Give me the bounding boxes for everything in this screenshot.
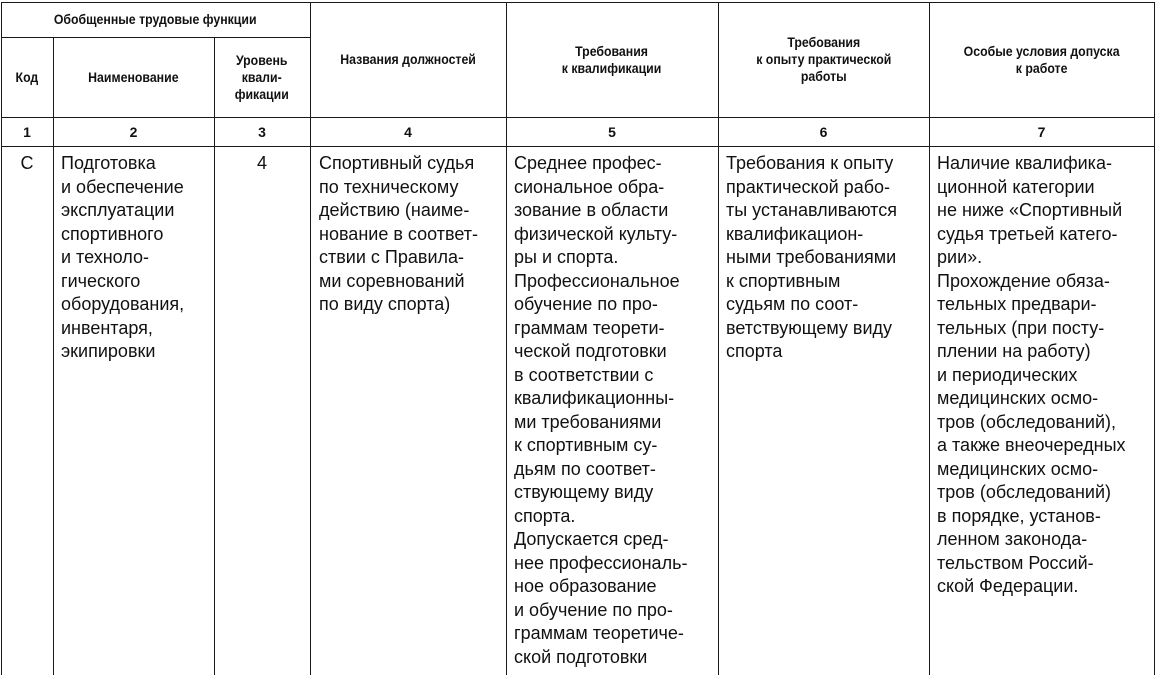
header-experience-requirements (718, 2, 929, 117)
column-number-1: 1 (23, 123, 31, 140)
group-header-label: Обобщенные трудовые функции (54, 11, 257, 27)
text-line: тров (обследований), (937, 411, 1116, 432)
group-header-generalized-functions (1, 2, 310, 37)
text-line: ствующему виду (514, 482, 654, 502)
text-line: к спортивным су- (514, 435, 658, 455)
text-line: зование в области (514, 200, 669, 220)
text-line: рии». (937, 247, 983, 267)
header-name-label: Наименование (88, 68, 179, 85)
text-line: Наличие квалифика- (937, 153, 1112, 173)
text-line: тельных предвари- (937, 294, 1097, 314)
cell-code: С (20, 153, 34, 173)
cell-admission-conditions (937, 147, 1153, 599)
header-experience-label: Требования к опыту практической работы (755, 34, 892, 84)
text-line: гического (61, 270, 141, 291)
column-number-2: 2 (129, 123, 138, 140)
cell-qualification-requirements (514, 147, 716, 669)
text-line: ской Федерации. (937, 576, 1079, 596)
text-line: сиональное обра- (514, 176, 665, 197)
text-line: в порядке, установ- (937, 505, 1101, 526)
column-number-7: 7 (1037, 123, 1046, 140)
text-line: ными требованиями (726, 247, 897, 267)
text-line: обучение по про- (514, 294, 658, 314)
text-line: судья третьей катего- (937, 223, 1118, 244)
text-line: граммам теорети- (514, 317, 665, 338)
column-number-6: 6 (819, 123, 828, 140)
text-line: тельных (при посту- (937, 317, 1105, 338)
text-line: к спортивным (726, 270, 841, 291)
header-position-titles (310, 2, 506, 117)
text-line: эксплуатации (61, 200, 175, 220)
text-line: оборудования, (61, 294, 185, 314)
text-line: и техноло- (61, 247, 149, 267)
text-line: ми требованиями (514, 411, 662, 432)
text-line: по виду спорта) (319, 294, 451, 314)
text-line: а также внеочередных (937, 435, 1126, 455)
column-number-5: 5 (608, 123, 616, 140)
column-number-4: 4 (404, 123, 412, 140)
text-line: плении на работу) (937, 341, 1091, 361)
text-line: Прохождение обяза- (937, 270, 1110, 291)
text-line: Профессиональное (514, 270, 680, 291)
header-level-label: Уровень квали- фикации (234, 51, 290, 102)
text-line: ской подготовки (514, 646, 648, 667)
header-name (53, 37, 214, 117)
text-line: и периодических (937, 364, 1078, 385)
header-positions-label: Названия должностей (340, 51, 476, 67)
text-line: Подготовка (61, 153, 156, 173)
cell-function-name (61, 147, 211, 364)
cell-experience-requirements (726, 147, 927, 364)
table-border-right (1154, 2, 1155, 675)
text-line: инвентаря, (61, 317, 153, 338)
cell-level: 4 (256, 153, 267, 173)
header-code (1, 37, 53, 117)
text-line: Требования к опыту (726, 153, 894, 173)
text-line: тельством Россий- (937, 552, 1094, 573)
text-line: квалификационны- (514, 388, 675, 408)
text-line: ты устанавливаются (726, 200, 897, 220)
text-line: Среднее профес- (514, 153, 662, 173)
text-line: судьям по соот- (726, 294, 859, 314)
text-line: не ниже «Спортивный (937, 200, 1123, 220)
text-line: действию (наиме- (319, 200, 470, 220)
text-line: в соответствии с (514, 364, 654, 385)
cell-position-titles (319, 147, 504, 317)
text-line: тров (обследований) (937, 482, 1111, 502)
text-line: ческой подготовки (514, 341, 667, 361)
text-line: физической культу- (514, 223, 678, 244)
text-line: ветствующему виду (726, 317, 893, 338)
text-line: Допускается сред- (514, 529, 669, 549)
header-admission-conditions (929, 2, 1154, 117)
text-line: и обучение по про- (514, 599, 673, 620)
text-line: медицинских осмо- (937, 458, 1099, 479)
text-line: квалификацион- (726, 223, 864, 244)
header-qualification-requirements (506, 2, 718, 117)
text-line: нование в соответ- (319, 223, 478, 244)
column-number-3: 3 (258, 123, 266, 140)
text-line: практической рабо- (726, 176, 891, 197)
text-line: дьям по соответ- (514, 458, 656, 479)
text-line: ствии с Правила- (319, 247, 465, 267)
text-line: экипировки (61, 341, 156, 361)
text-line: спорта (726, 341, 783, 361)
text-line: по техническому (319, 176, 459, 197)
header-qualification-level (214, 37, 310, 117)
text-line: ционной категории (937, 176, 1095, 197)
text-line: ми соревнований (319, 270, 465, 291)
text-line: ное образование (514, 576, 657, 596)
header-code-label: Код (15, 68, 39, 85)
header-conditions-label: Особые условия допуска к работе (963, 42, 1120, 76)
text-line: ры и спорта. (514, 247, 619, 267)
header-qualification-label: Требования к квалификации (562, 42, 662, 76)
text-line: граммам теоретиче- (514, 623, 684, 643)
text-line: и обеспечение (61, 176, 184, 197)
text-line: спортивного (61, 223, 164, 244)
text-line: нее профессиональ- (514, 552, 688, 573)
text-line: медицинских осмо- (937, 388, 1099, 408)
text-line: Спортивный судья (319, 153, 475, 173)
text-line: ленном законода- (937, 529, 1088, 549)
text-line: спорта. (514, 505, 576, 526)
